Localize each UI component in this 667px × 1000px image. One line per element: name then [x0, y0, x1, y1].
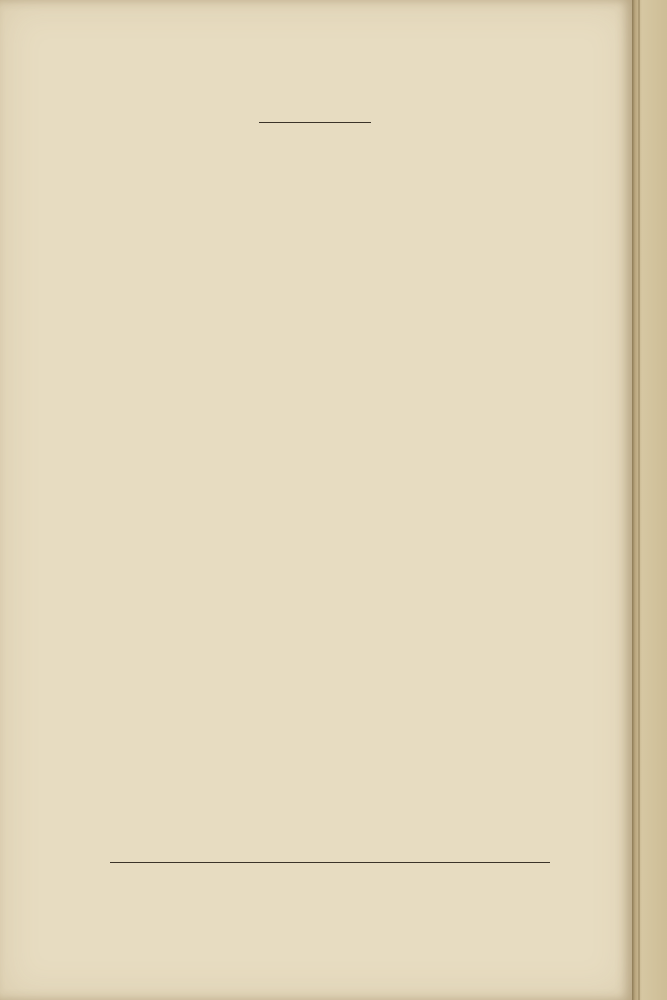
page-edge-line [638, 0, 640, 1000]
toc-text-block [110, 78, 520, 123]
end-rule [259, 122, 371, 123]
imprint-rule [110, 862, 550, 863]
running-header [110, 78, 520, 100]
